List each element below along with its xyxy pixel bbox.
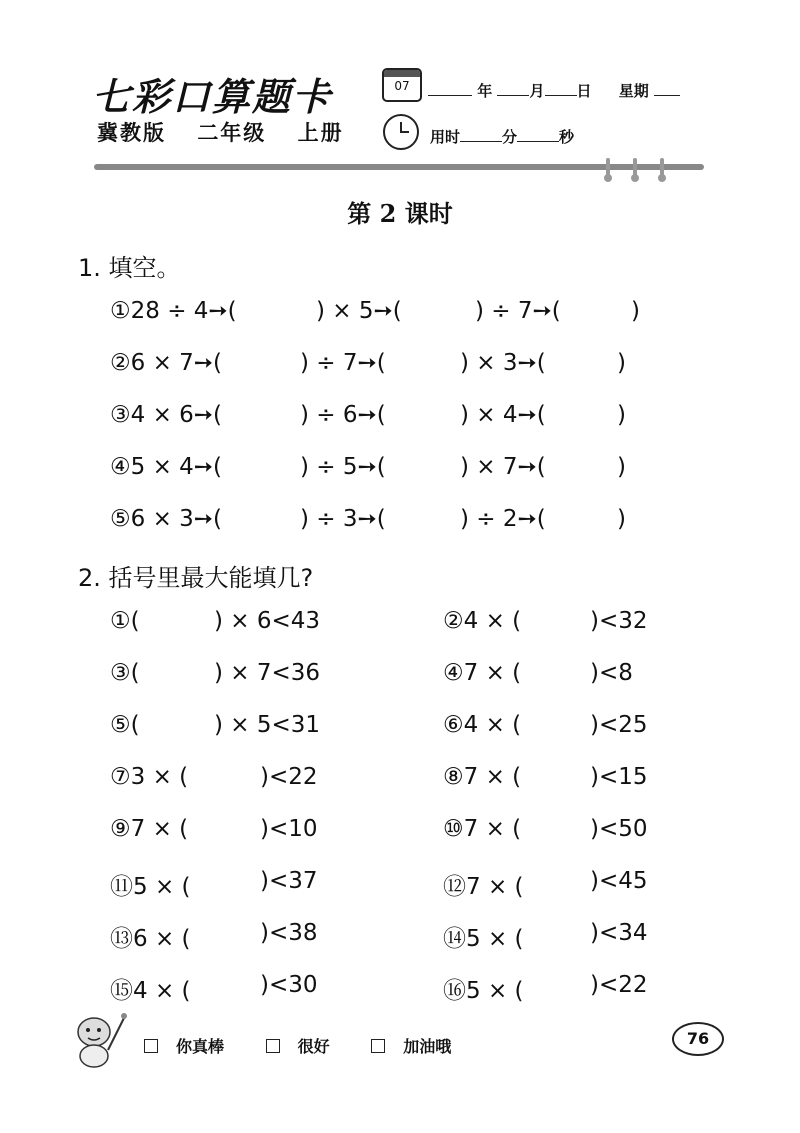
ineq-expr: )<45 [590, 868, 648, 894]
rating-options [144, 1034, 487, 1057]
fill-expr: ) [631, 298, 640, 324]
fill-expr: ) [617, 454, 626, 480]
fill-expr: ) × 4➙( [460, 402, 546, 428]
ineq-expr: )<15 [590, 764, 648, 790]
rating-option-1[interactable] [144, 1037, 242, 1056]
ineq-expr: )<30 [260, 972, 318, 998]
divider-pin [660, 158, 664, 180]
fill-expr: ①28 ÷ 4➙( [110, 298, 237, 324]
ineq-expr: ⑪5 × ( [110, 874, 191, 900]
ineq-expr: ) × 7<36 [214, 660, 321, 686]
clock-icon [383, 114, 419, 150]
calendar-icon [382, 68, 422, 102]
ineq-expr: )<37 [260, 868, 318, 894]
weekday-blank[interactable] [654, 81, 680, 96]
ineq-expr: ⑫7 × ( [443, 874, 524, 900]
fill-expr: ) ÷ 7➙( [300, 350, 386, 376]
ineq-expr: )<22 [260, 764, 318, 790]
ineq-expr: ) × 6<43 [214, 608, 321, 634]
fill-expr: ) ÷ 3➙( [300, 506, 386, 532]
page-number: 76 [672, 1022, 724, 1056]
ineq-grid [110, 608, 730, 1008]
fill-expr: ③4 × 6➙( [110, 402, 223, 428]
ineq-expr: ⑧7 × ( [443, 764, 522, 790]
ineq-expr: ⑯5 × ( [443, 978, 524, 1004]
ineq-expr: )<8 [590, 660, 633, 686]
edition-label: 冀教版 [97, 121, 166, 145]
rating-label: 很好 [297, 1037, 330, 1056]
ineq-expr: ②4 × ( [443, 608, 522, 634]
fill-expr: ) × 3➙( [460, 350, 546, 376]
seconds-blank[interactable] [517, 127, 559, 142]
ineq-expr: )<38 [260, 920, 318, 946]
time-fields [430, 126, 574, 147]
year-blank[interactable] [428, 81, 472, 96]
ineq-expr: ⑦3 × ( [110, 764, 189, 790]
rating-label: 你真棒 [176, 1037, 225, 1056]
seconds-label: 秒 [559, 128, 575, 146]
checkbox[interactable] [371, 1039, 385, 1053]
volume-label: 上册 [297, 121, 344, 145]
ineq-expr: ⑤( [110, 712, 140, 738]
ineq-expr: )<34 [590, 920, 648, 946]
mascot-icon [64, 1008, 134, 1070]
logo-title: 七彩口算题卡 [92, 74, 333, 119]
ineq-expr: ①( [110, 608, 140, 634]
edition-info [97, 117, 366, 147]
ineq-expr: ⑬6 × ( [110, 926, 191, 952]
day-blank[interactable] [545, 81, 577, 96]
ineq-expr: )<50 [590, 816, 648, 842]
time-label: 用时 [430, 128, 461, 146]
section-1-title: 1. 填空。 [78, 254, 181, 282]
fill-expr: ②6 × 7➙( [110, 350, 223, 376]
month-label: 月 [529, 82, 545, 100]
lesson-title: 第 2 课时 [347, 199, 453, 228]
fill-expr: ) [617, 350, 626, 376]
rating-option-2[interactable] [266, 1037, 348, 1056]
ineq-expr: ⑩7 × ( [443, 816, 522, 842]
fill-expr: ⑤6 × 3➙( [110, 506, 223, 532]
date-fields [428, 80, 680, 101]
year-label: 年 [477, 82, 493, 100]
minutes-blank[interactable] [460, 127, 502, 142]
checkbox[interactable] [144, 1039, 158, 1053]
ineq-expr: ③( [110, 660, 140, 686]
header-divider [94, 164, 704, 170]
grade-label: 二年级 [197, 121, 267, 145]
minutes-label: 分 [502, 128, 518, 146]
ineq-expr: ⑨7 × ( [110, 816, 189, 842]
fill-expr: ) ÷ 2➙( [460, 506, 546, 532]
ineq-expr: ⑥4 × ( [443, 712, 522, 738]
checkbox[interactable] [266, 1039, 280, 1053]
fill-expr: ④5 × 4➙( [110, 454, 223, 480]
weekday-label: 星期 [618, 82, 649, 100]
calendar-day: 07 [394, 79, 410, 93]
fill-expr: ) ÷ 5➙( [300, 454, 386, 480]
rating-label: 加油哦 [403, 1037, 452, 1056]
day-label: 日 [576, 82, 592, 100]
fill-expr: ) × 5➙( [316, 298, 402, 324]
fill-expr: ) ÷ 7➙( [475, 298, 561, 324]
fill-expr: ) [617, 402, 626, 428]
ineq-expr: )<25 [590, 712, 648, 738]
ineq-expr: )<32 [590, 608, 648, 634]
ineq-expr: ⑮4 × ( [110, 978, 191, 1004]
section-2-title: 2. 括号里最大能填几? [78, 564, 314, 592]
fill-expr: ) ÷ 6➙( [300, 402, 386, 428]
ineq-expr: ) × 5<31 [214, 712, 321, 738]
divider-pin [606, 158, 610, 180]
month-blank[interactable] [497, 81, 529, 96]
rating-option-3[interactable] [371, 1037, 469, 1056]
ineq-expr: )<10 [260, 816, 318, 842]
fill-expr: ) [617, 506, 626, 532]
ineq-expr: ⑭5 × ( [443, 926, 524, 952]
fill-expr: ) × 7➙( [460, 454, 546, 480]
ineq-expr: )<22 [590, 972, 648, 998]
ineq-expr: ④7 × ( [443, 660, 522, 686]
divider-pin [633, 158, 637, 180]
